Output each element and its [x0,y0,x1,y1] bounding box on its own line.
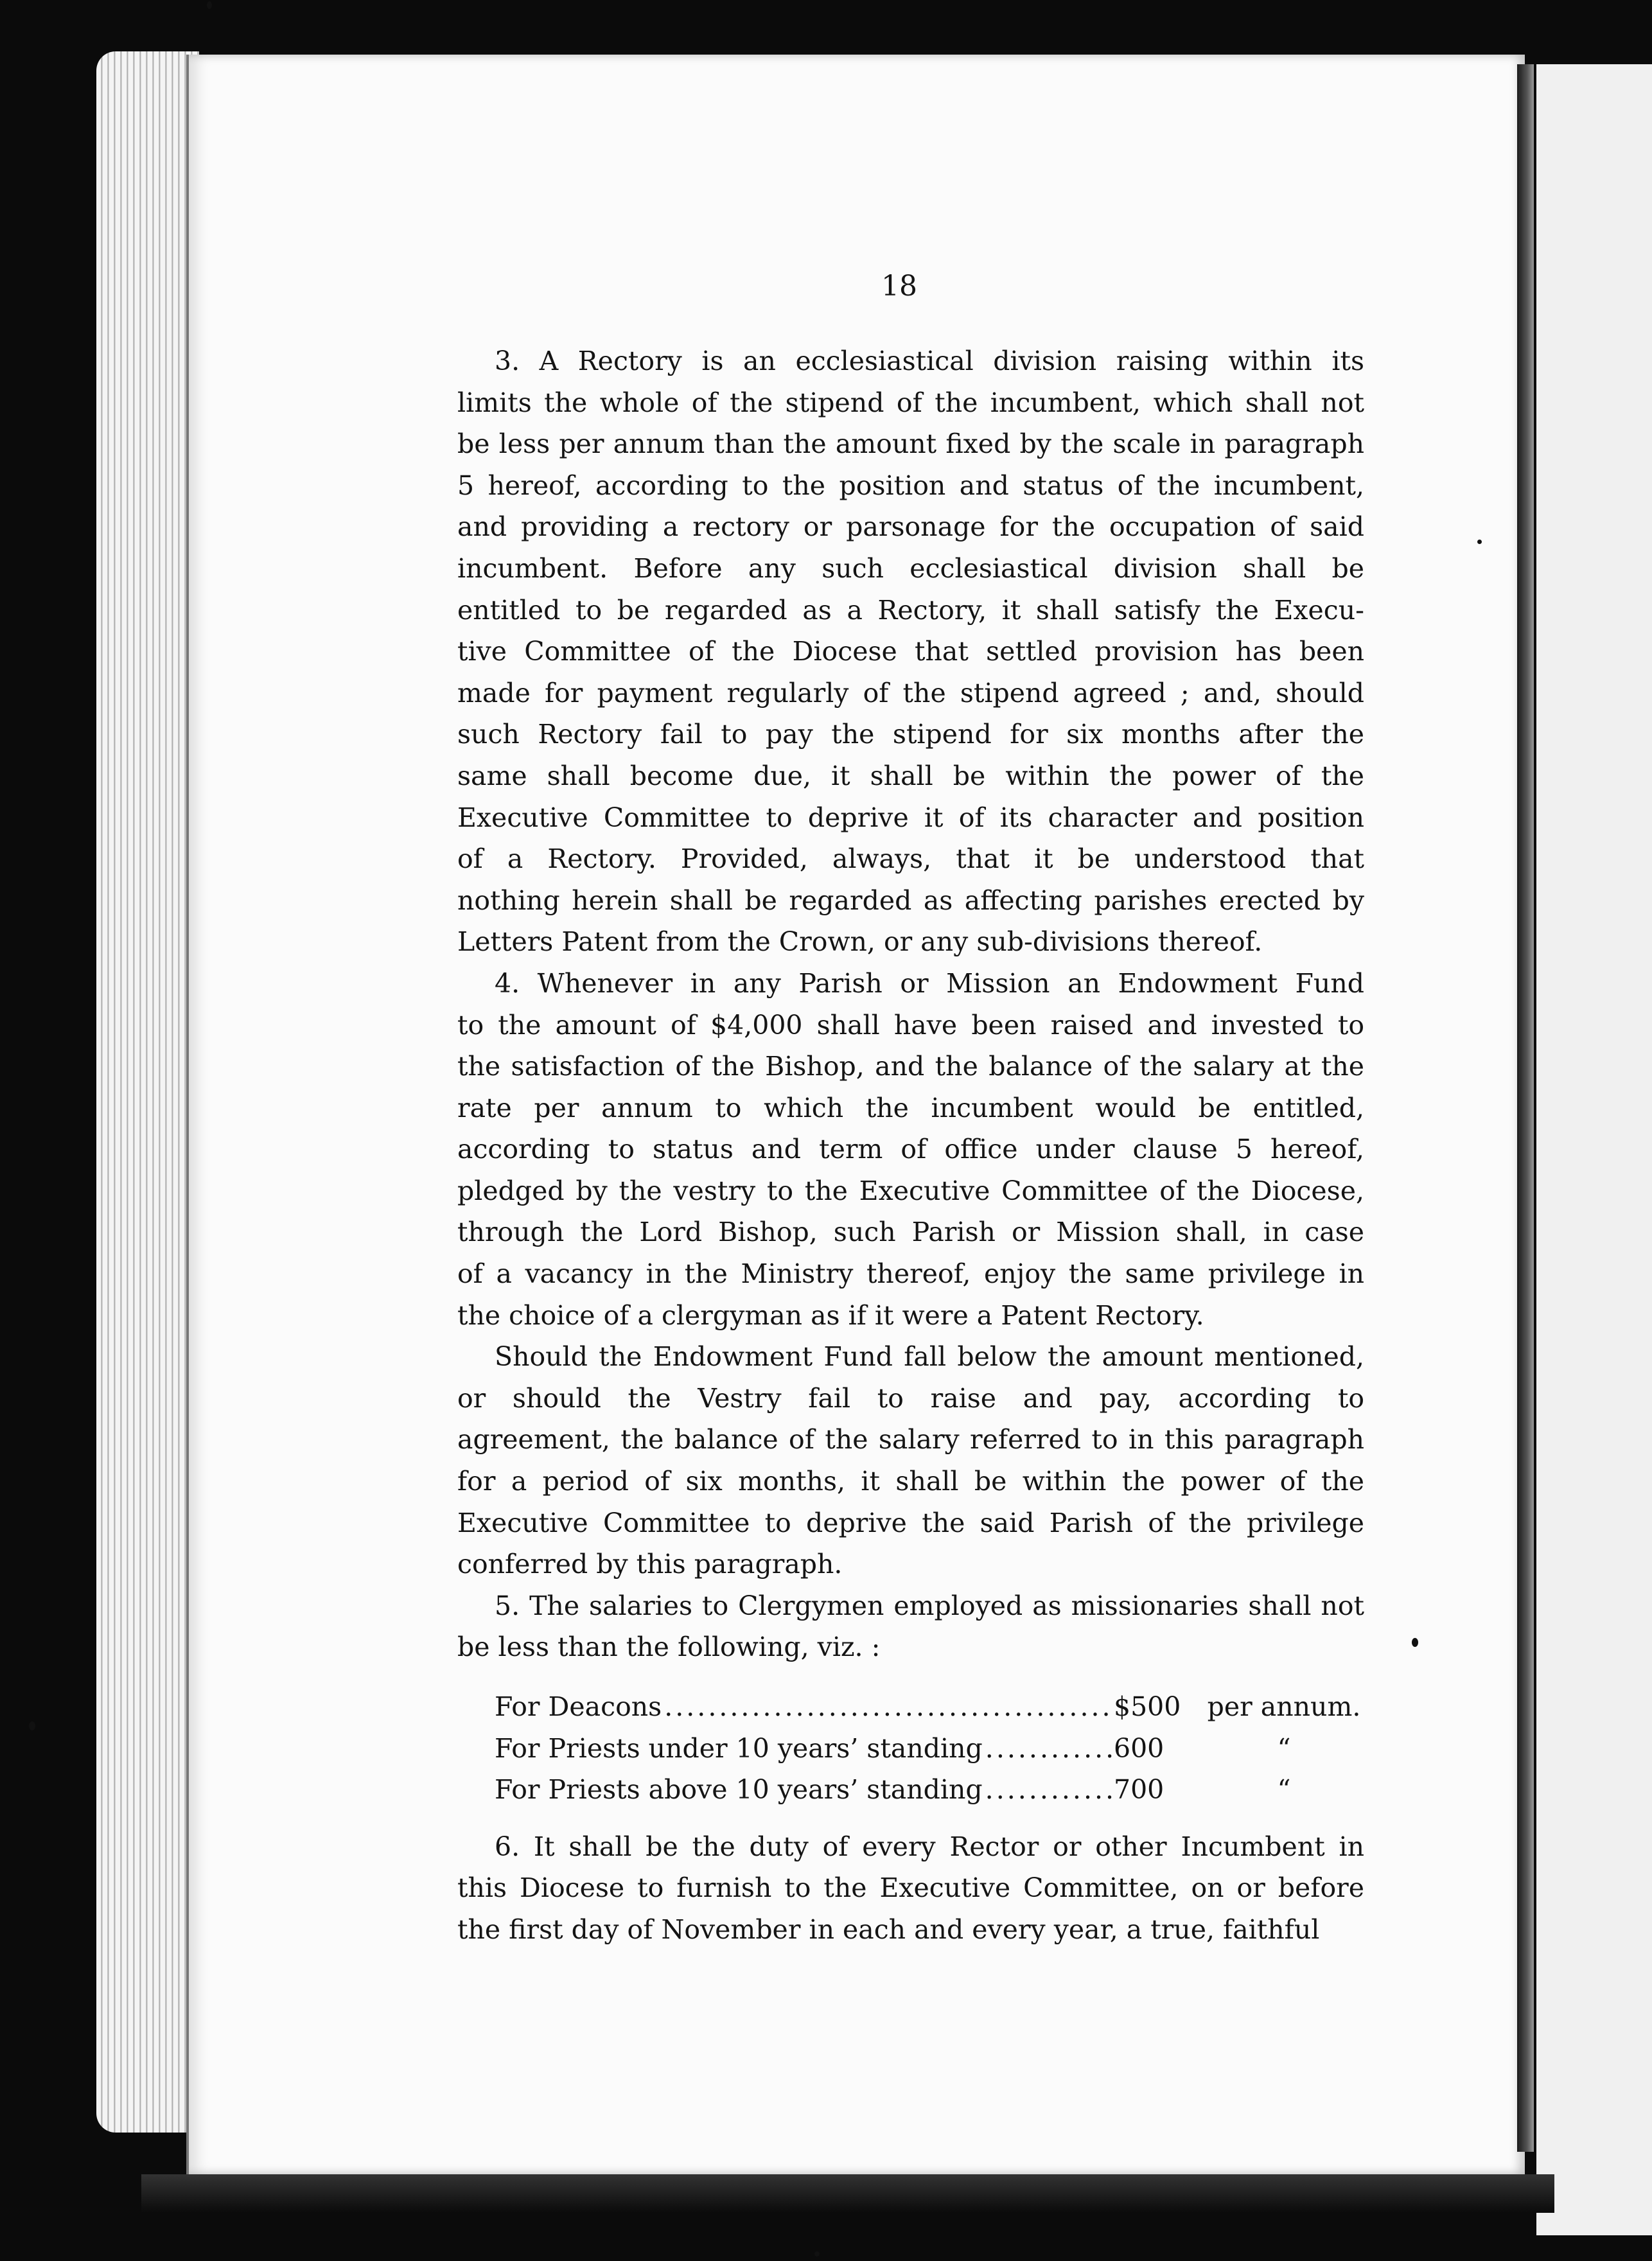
salary-label: For Priests under 10 years’ standing [495,1732,983,1764]
salary-table [457,1686,1364,1811]
salary-unit: per annum. [1207,1691,1361,1722]
paragraphs [457,340,1364,1668]
text-line: Letters Patent from the Crown, or any sub-divisions thereof. [457,926,1263,958]
text-line: 5 hereof, according to the position and status of the incumbent, [457,470,1364,501]
text-line: 4. Whenever in any Parish or Mission an Endowment Fund [495,967,1364,999]
text-line: agreement, the balance of the salary referred to in this paragraph [457,1424,1364,1456]
text-line: incumbent. Before any such ecclesiastical division shall be [457,552,1364,584]
bottom-shadow [141,2174,1554,2213]
salary-row [495,1686,1364,1728]
salary-unit: “ [1277,1732,1291,1764]
text-line: nothing herein shall be regarded as affecting parishes erected by [457,884,1364,916]
text-line: made for payment regularly of the stipend agreed ; and, should [457,677,1364,708]
text-line: for a period of six months, it shall be within the power of the [457,1466,1364,1497]
page-gutter-shadow [1517,64,1534,2152]
text-line: conferred by this paragraph. [457,1549,843,1580]
text-line: this Diocese to furnish to the Executive Committee, on or before [457,1872,1364,1904]
text-line: pledged by the vestry to the Executive Committee of the Diocese, [457,1175,1364,1206]
text-line: be less per annum than the amount fixed by the scale in paragraph [457,428,1364,460]
text-line: tive Committee of the Diocese that settled provision has been [457,636,1364,667]
salary-amount: 700 [1114,1774,1164,1806]
page-body [457,340,1364,1951]
adjacent-page [1536,64,1652,2235]
salary-amount: $500 [1114,1691,1181,1722]
text-line: through the Lord Bishop, such Parish or Mission shall, in case [457,1217,1364,1248]
text-line: Executive Committee to deprive the said Parish of the privilege [457,1507,1364,1538]
dot-leader [983,1769,1114,1811]
salary-row [495,1728,1364,1770]
salary-amount: 600 [1114,1732,1164,1764]
text-line: according to status and term of office under clause 5 hereof, [457,1134,1364,1165]
book-page-edges [96,51,199,2133]
paragraph-para-4b [457,1336,1364,1585]
text-line: 3. A Rectory is an ecclesiastical division raising within its [495,346,1364,376]
text-line: Executive Committee to deprive it of its character and position [457,802,1364,833]
text-line: of a Rectory. Provided, always, that it be understood that [457,843,1364,875]
closing-paragraph [457,1826,1364,1951]
paragraph-para-3 [457,340,1364,963]
text-line: such Rectory fail to pay the stipend for six months after the [457,719,1364,750]
text-line: limits the whole of the stipend of the incumbent, which shall not [457,387,1364,418]
text-line: rate per annum to which the incumbent would be entitled, [457,1092,1364,1123]
dot-leader [983,1728,1114,1770]
text-line: Should the Endowment Fund fall below the amount mentioned, [495,1341,1364,1373]
text-line: the choice of a clergyman as if it were a Patent Rectory. [457,1299,1204,1331]
text-line: and providing a rectory or parsonage for the occupation of said [457,511,1364,543]
dot-leader [662,1686,1114,1728]
salary-unit: “ [1277,1774,1291,1806]
text-line: be less than the following, viz. : [457,1632,881,1663]
paragraph-para-5 [457,1585,1364,1668]
paragraph-para-6 [457,1826,1364,1951]
text-line: to the amount of $4,000 shall have been raised and invested to [457,1009,1364,1041]
text-line: 5. The salaries to Clergymen employed as missionaries shall not [495,1590,1364,1621]
page-number: 18 [881,270,917,303]
text-line: of a vacancy in the Ministry thereof, enjoy the same privilege in [457,1258,1364,1290]
text-line: same shall become due, it shall be within the power of the [457,760,1364,791]
text-line: the satisfaction of the Bishop, and the balance of the salary at the [457,1051,1364,1082]
text-line: entitled to be regarded as a Rectory, it shall satisfy the Execu- [457,594,1364,626]
text-line: 6. It shall be the duty of every Rector or other Incumbent in [495,1831,1364,1862]
text-line: or should the Vestry fail to raise and pay, according to [457,1382,1364,1414]
salary-label: For Deacons [495,1691,662,1722]
salary-row [495,1769,1364,1811]
salary-label: For Priests above 10 years’ standing [495,1774,983,1806]
text-line: the first day of November in each and every year, a true, faithful [457,1913,1320,1945]
paragraph-para-4 [457,963,1364,1336]
